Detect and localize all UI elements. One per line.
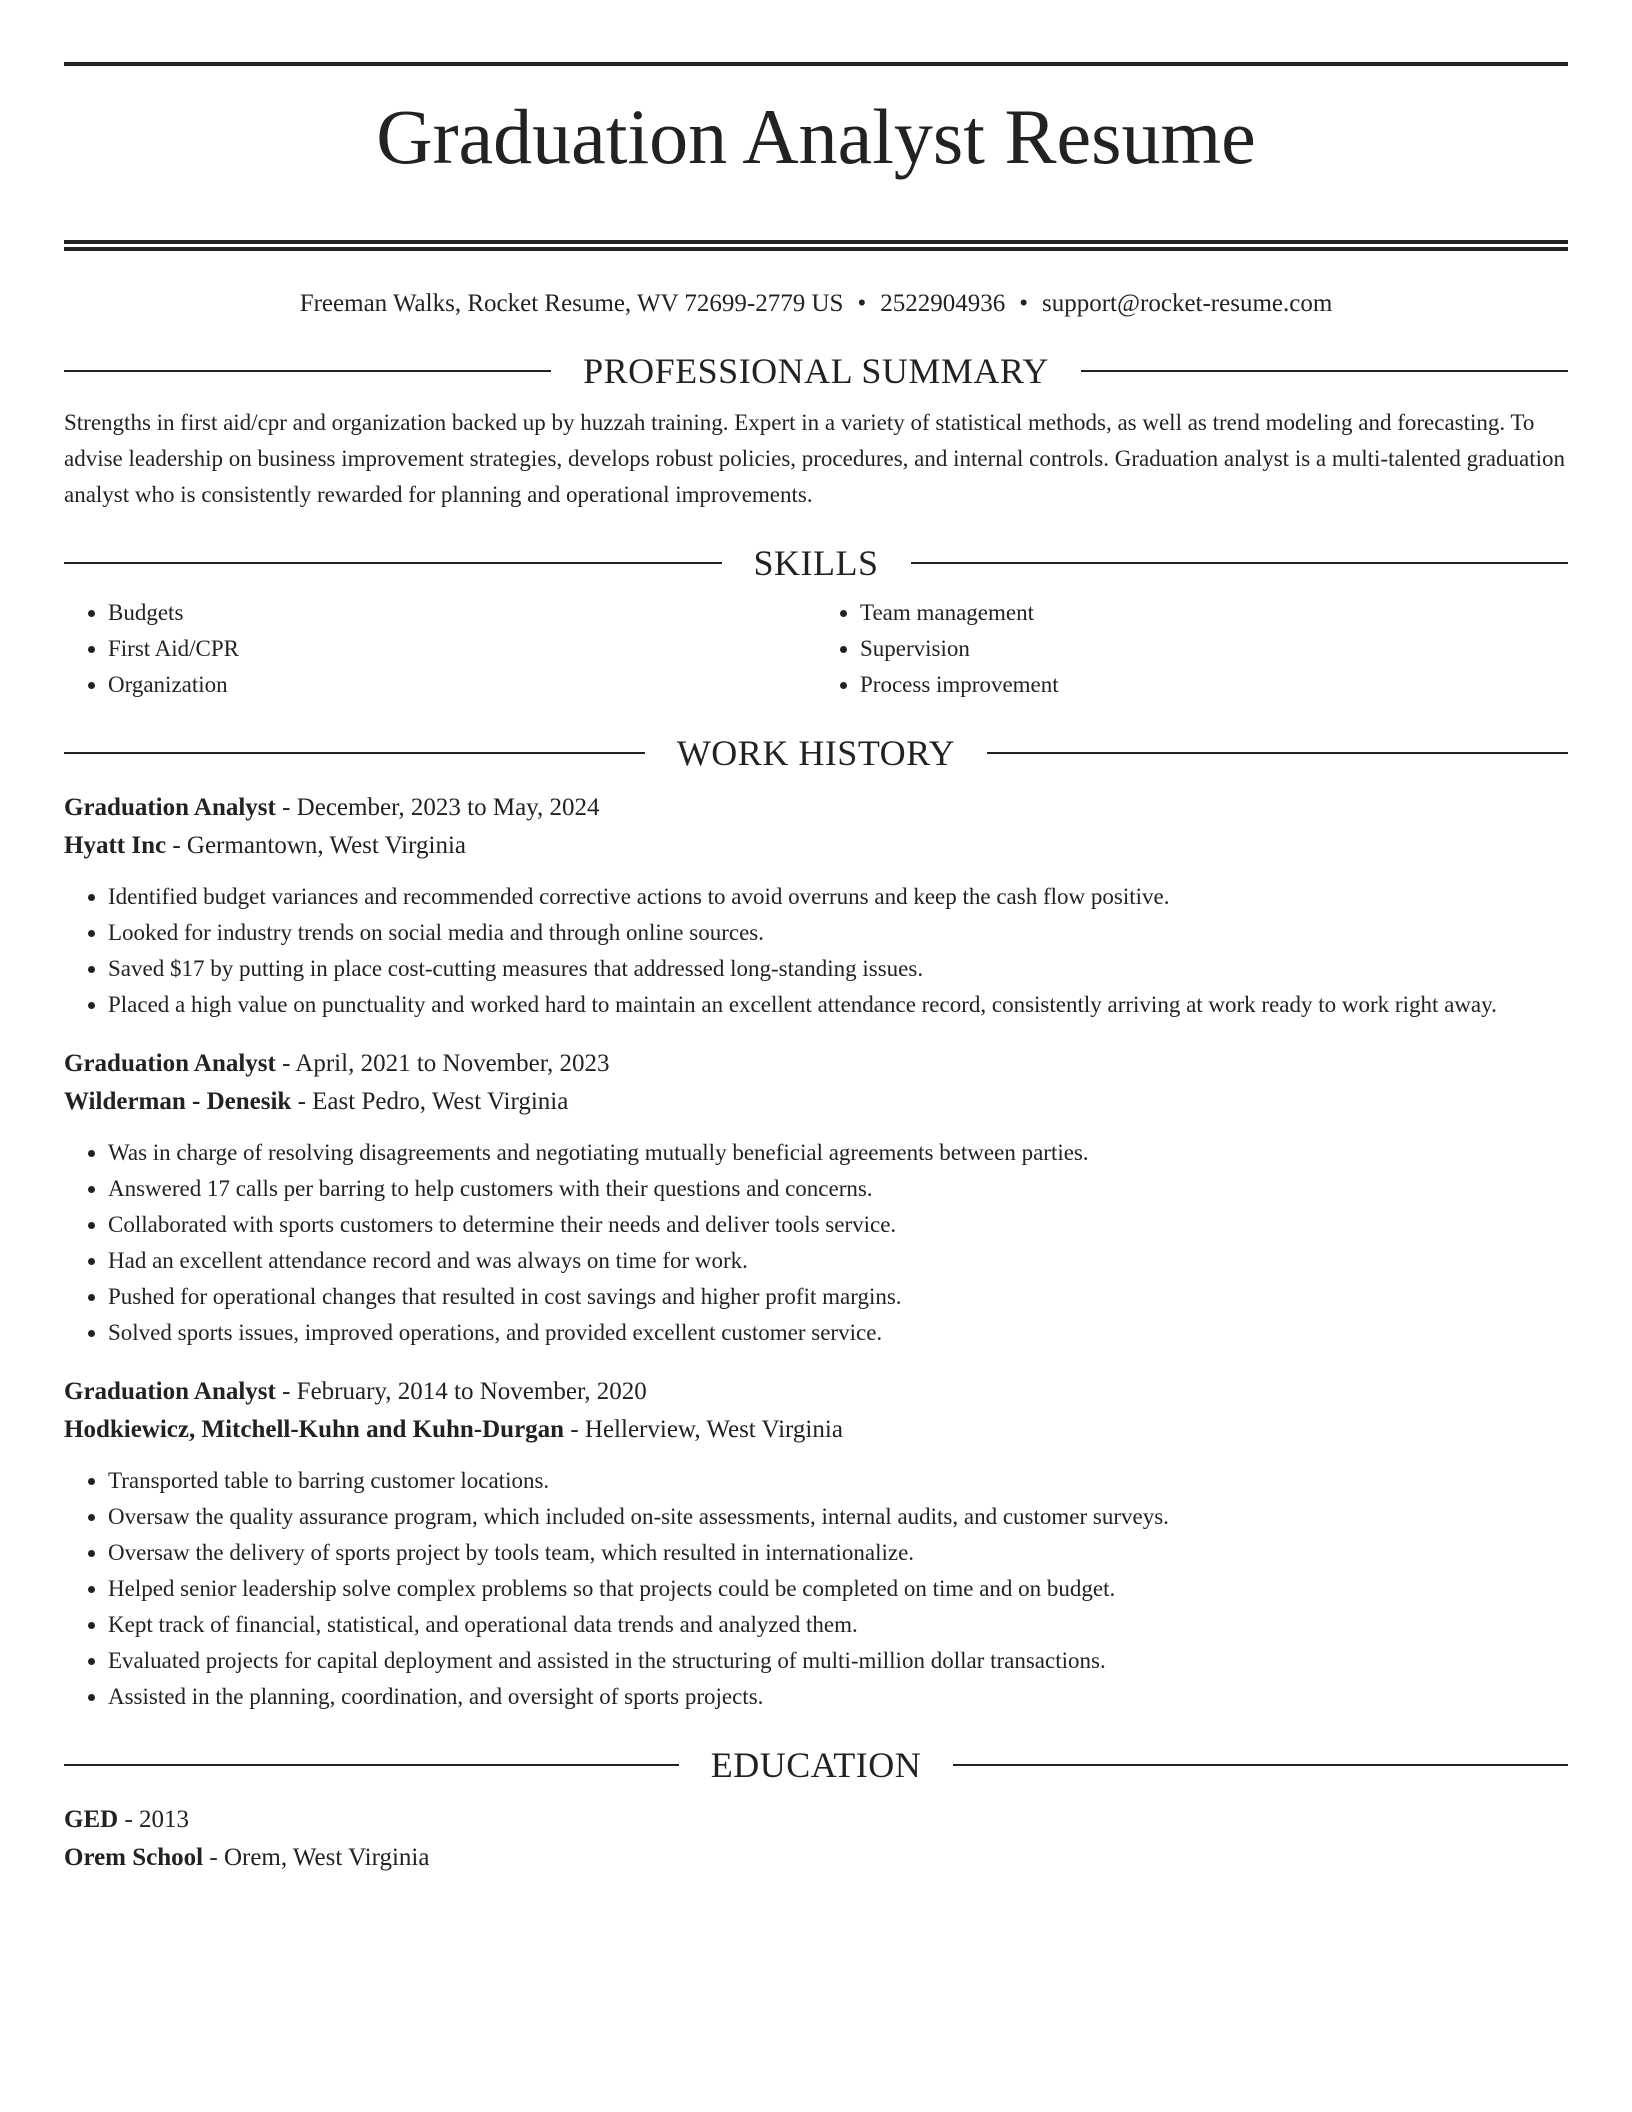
education-school-line bbox=[64, 1839, 1568, 1877]
contact-separator: • bbox=[1019, 290, 1028, 317]
education-degree-line bbox=[64, 1801, 1568, 1839]
education-school: Orem School bbox=[64, 1844, 204, 1871]
job-company-line bbox=[64, 1083, 1568, 1121]
education-entry bbox=[64, 1801, 1568, 1877]
divider-line bbox=[64, 370, 551, 372]
section-header-education bbox=[64, 1741, 1568, 1789]
job-bullet: • Evaluated projects for capital deployment and assisted in the structuring of multi-million dollar transactions. bbox=[108, 1643, 1568, 1679]
job-entry bbox=[64, 1045, 1568, 1351]
job-bullet: • Collaborated with sports customers to determine their needs and deliver tools service. bbox=[108, 1207, 1568, 1243]
education-location: - Orem, West Virginia bbox=[203, 1844, 430, 1871]
job-title-line bbox=[64, 1373, 1568, 1411]
contact-email[interactable]: support@rocket-resume.com bbox=[1042, 290, 1333, 317]
skills-list bbox=[64, 595, 1568, 703]
skill-item: • Team management bbox=[860, 595, 1568, 631]
section-header-skills bbox=[64, 539, 1568, 587]
divider-line bbox=[911, 562, 1569, 564]
job-bullet: • Had an excellent attendance record and was always on time for work. bbox=[108, 1243, 1568, 1279]
job-location: - Germantown, West Virginia bbox=[166, 832, 466, 859]
section-title: WORK HISTORY bbox=[676, 733, 956, 773]
section-header-work bbox=[64, 729, 1568, 777]
job-bullet: • Transported table to barring customer locations. bbox=[108, 1463, 1568, 1499]
education-degree: GED bbox=[64, 1806, 119, 1833]
job-bullet: • Was in charge of resolving disagreements and negotiating mutually beneficial agreements between parties. bbox=[108, 1135, 1568, 1171]
job-bullet: • Pushed for operational changes that resulted in cost savings and higher profit margins. bbox=[108, 1279, 1568, 1315]
divider-line bbox=[64, 1764, 679, 1766]
job-bullet: • Answered 17 calls per barring to help customers with their questions and concerns. bbox=[108, 1171, 1568, 1207]
job-bullet: • Identified budget variances and recommended corrective actions to avoid overruns and keep the cash flow positive. bbox=[108, 879, 1568, 915]
job-bullet: • Assisted in the planning, coordination, and oversight of sports projects. bbox=[108, 1679, 1568, 1715]
job-dates: - April, 2021 to November, 2023 bbox=[275, 1050, 610, 1077]
skill-item: • Process improvement bbox=[860, 667, 1568, 703]
contact-phone: 2522904936 bbox=[880, 290, 1006, 317]
divider-line bbox=[1081, 370, 1568, 372]
section-title: EDUCATION bbox=[710, 1745, 922, 1785]
section-title: SKILLS bbox=[753, 543, 879, 583]
section-title: PROFESSIONAL SUMMARY bbox=[583, 351, 1049, 391]
skill-item: • Supervision bbox=[860, 631, 1568, 667]
job-location: - Hellerview, West Virginia bbox=[564, 1416, 843, 1443]
skills-column-left bbox=[64, 595, 816, 703]
job-company-line bbox=[64, 1411, 1568, 1449]
section-header-summary bbox=[64, 347, 1568, 395]
divider-line bbox=[987, 752, 1568, 754]
job-bullets bbox=[64, 1135, 1568, 1351]
summary-text: Strengths in first aid/cpr and organization backed up by huzzah training. Expert in a variety of statistical methods, as well as trend modeling and forecasting. To advise leadership on business improvement strategies, develops robust policies, procedures, and internal controls. Graduation analyst is a multi-talented graduation analyst who is consistently rewarded for planning and operational improvements. bbox=[64, 410, 1565, 507]
job-bullet: • Helped senior leadership solve complex problems so that projects could be completed on time and on budget. bbox=[108, 1571, 1568, 1607]
job-entry bbox=[64, 1373, 1568, 1715]
job-company: Hodkiewicz, Mitchell-Kuhn and Kuhn-Durgan bbox=[64, 1416, 565, 1443]
job-title-line bbox=[64, 1045, 1568, 1083]
resume-title: Graduation Analyst Resume bbox=[376, 93, 1256, 180]
education-year: - 2013 bbox=[118, 1806, 190, 1833]
job-bullet: • Saved $17 by putting in place cost-cutting measures that addressed long-standing issues. bbox=[108, 951, 1568, 987]
contact-address: Freeman Walks, Rocket Resume, WV 72699-2779 US bbox=[299, 290, 844, 317]
job-bullet: • Placed a high value on punctuality and worked hard to maintain an excellent attendance record, consistently arriving at work ready to work right away. bbox=[108, 987, 1568, 1023]
divider-line bbox=[64, 752, 645, 754]
job-title: Graduation Analyst bbox=[64, 1378, 276, 1405]
job-title: Graduation Analyst bbox=[64, 794, 276, 821]
top-rule bbox=[64, 62, 1568, 66]
skill-item: • Budgets bbox=[108, 595, 816, 631]
divider-line bbox=[64, 562, 722, 564]
title-double-rule bbox=[64, 240, 1568, 251]
skills-column-right bbox=[816, 595, 1568, 703]
skill-item: • Organization bbox=[108, 667, 816, 703]
job-bullet: • Kept track of financial, statistical, and operational data trends and analyzed them. bbox=[108, 1607, 1568, 1643]
job-entry bbox=[64, 789, 1568, 1023]
job-company: Wilderman - Denesik bbox=[64, 1088, 292, 1115]
job-bullets bbox=[64, 879, 1568, 1023]
job-bullets bbox=[64, 1463, 1568, 1715]
job-bullet: • Oversaw the quality assurance program, which included on-site assessments, internal audits, and customer surveys. bbox=[108, 1499, 1568, 1535]
contact-line bbox=[64, 287, 1568, 321]
job-title-line bbox=[64, 789, 1568, 827]
job-bullet: • Oversaw the delivery of sports project by tools team, which resulted in internationalize. bbox=[108, 1535, 1568, 1571]
skill-item: • First Aid/CPR bbox=[108, 631, 816, 667]
job-location: - East Pedro, West Virginia bbox=[291, 1088, 569, 1115]
job-title: Graduation Analyst bbox=[64, 1050, 276, 1077]
job-company: Hyatt Inc bbox=[64, 832, 167, 859]
job-dates: - February, 2014 to November, 2020 bbox=[275, 1378, 647, 1405]
contact-separator: • bbox=[857, 290, 867, 317]
job-bullet: • Looked for industry trends on social media and through online sources. bbox=[108, 915, 1568, 951]
divider-line bbox=[953, 1764, 1568, 1766]
job-bullet: • Solved sports issues, improved operations, and provided excellent customer service. bbox=[108, 1315, 1568, 1351]
job-dates: - December, 2023 to May, 2024 bbox=[275, 794, 600, 821]
job-company-line bbox=[64, 827, 1568, 865]
